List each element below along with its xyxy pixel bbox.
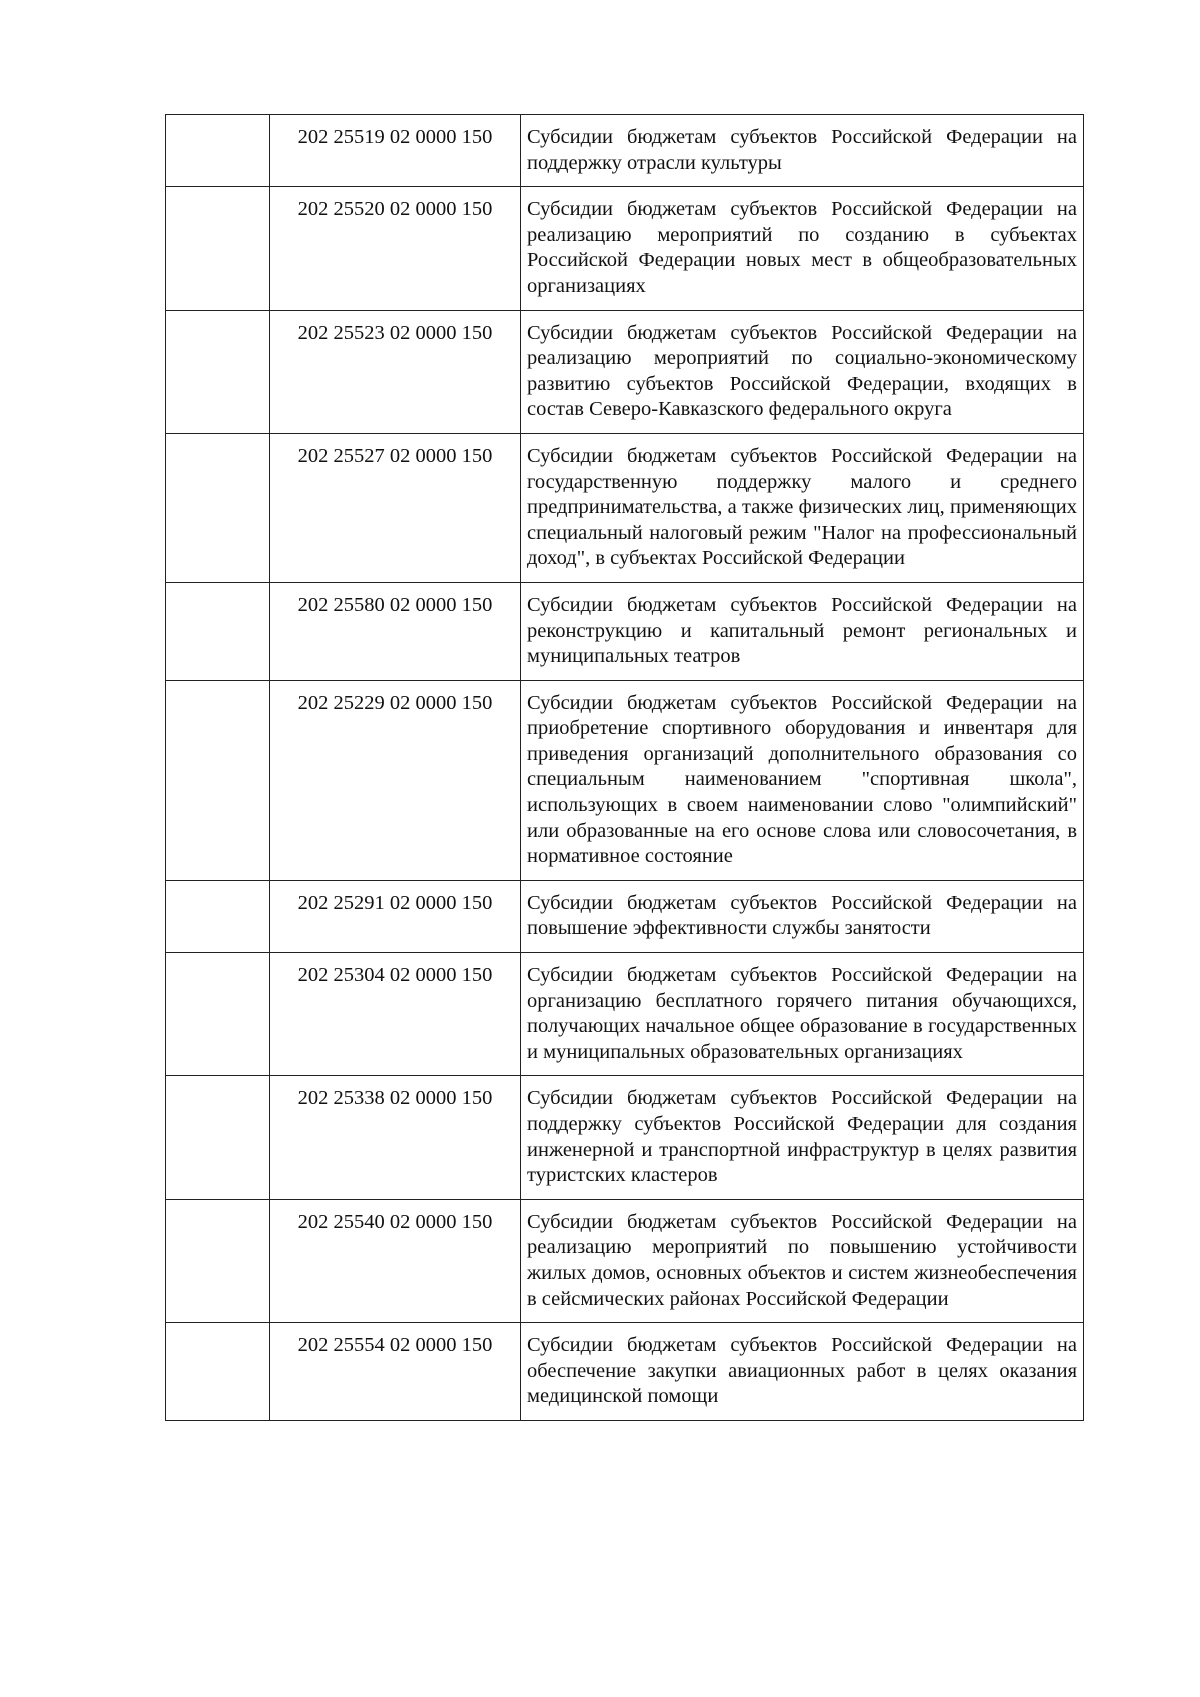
budget-code-cell: 202 25520 02 0000 150 — [270, 187, 521, 310]
table-row — [166, 115, 1084, 187]
budget-code-table — [165, 114, 1084, 1421]
description-cell: Субсидии бюджетам субъектов Российской Федерации на государственную поддержку малого и среднего предпринимательства, а также физических лиц, применяющих специальный налоговый режим "Налог на профессиональный доход", в субъектах Российской Федерации — [521, 433, 1084, 582]
table-row — [166, 880, 1084, 952]
budget-code-cell: 202 25554 02 0000 150 — [270, 1323, 521, 1421]
empty-cell — [166, 1199, 270, 1322]
budget-code-cell: 202 25338 02 0000 150 — [270, 1076, 521, 1199]
budget-code-cell: 202 25523 02 0000 150 — [270, 310, 521, 433]
description-cell: Субсидии бюджетам субъектов Российской Федерации на поддержку субъектов Российской Федерации для создания инженерной и транспортной инфраструктур в целях развития туристских кластеров — [521, 1076, 1084, 1199]
empty-cell — [166, 953, 270, 1076]
empty-cell — [166, 433, 270, 582]
description-cell: Субсидии бюджетам субъектов Российской Федерации на организацию бесплатного горячего питания обучающихся, получающих начальное общее образование в государственных и муниципальных образовательных организациях — [521, 953, 1084, 1076]
description-cell: Субсидии бюджетам субъектов Российской Федерации на реализацию мероприятий по созданию в субъектах Российской Федерации новых мест в общеобразовательных организациях — [521, 187, 1084, 310]
table-row — [166, 1199, 1084, 1322]
budget-code-cell: 202 25580 02 0000 150 — [270, 582, 521, 680]
empty-cell — [166, 582, 270, 680]
description-cell: Субсидии бюджетам субъектов Российской Федерации на приобретение спортивного оборудования и инвентаря для приведения организаций дополнительного образования со специальным наименованием "спортивная школа", использующих в своем наименовании слово "олимпийский" или образованные на его основе слова или словосочетания, в нормативное состояние — [521, 680, 1084, 880]
empty-cell — [166, 880, 270, 952]
empty-cell — [166, 680, 270, 880]
empty-cell — [166, 187, 270, 310]
budget-code-cell: 202 25291 02 0000 150 — [270, 880, 521, 952]
description-cell: Субсидии бюджетам субъектов Российской Федерации на реконструкцию и капитальный ремонт региональных и муниципальных театров — [521, 582, 1084, 680]
table-row — [166, 1323, 1084, 1421]
empty-cell — [166, 310, 270, 433]
empty-cell — [166, 1323, 270, 1421]
table-row — [166, 582, 1084, 680]
budget-code-cell: 202 25540 02 0000 150 — [270, 1199, 521, 1322]
table-row — [166, 187, 1084, 310]
description-cell: Субсидии бюджетам субъектов Российской Федерации на реализацию мероприятий по социально-экономическому развитию субъектов Российской Федерации, входящих в состав Северо-Кавказского федерального округа — [521, 310, 1084, 433]
table-row — [166, 1076, 1084, 1199]
table-row — [166, 310, 1084, 433]
description-cell: Субсидии бюджетам субъектов Российской Федерации на поддержку отрасли культуры — [521, 115, 1084, 187]
description-cell: Субсидии бюджетам субъектов Российской Федерации на обеспечение закупки авиационных работ в целях оказания медицинской помощи — [521, 1323, 1084, 1421]
budget-code-cell: 202 25519 02 0000 150 — [270, 115, 521, 187]
empty-cell — [166, 1076, 270, 1199]
budget-code-cell: 202 25527 02 0000 150 — [270, 433, 521, 582]
budget-code-cell: 202 25304 02 0000 150 — [270, 953, 521, 1076]
description-cell: Субсидии бюджетам субъектов Российской Федерации на повышение эффективности службы занятости — [521, 880, 1084, 952]
table-row — [166, 433, 1084, 582]
description-cell: Субсидии бюджетам субъектов Российской Федерации на реализацию мероприятий по повышению устойчивости жилых домов, основных объектов и систем жизнеобеспечения в сейсмических районах Российской Федерации — [521, 1199, 1084, 1322]
table-row — [166, 953, 1084, 1076]
budget-code-cell: 202 25229 02 0000 150 — [270, 680, 521, 880]
table-body — [166, 115, 1084, 1421]
empty-cell — [166, 115, 270, 187]
table-row — [166, 680, 1084, 880]
